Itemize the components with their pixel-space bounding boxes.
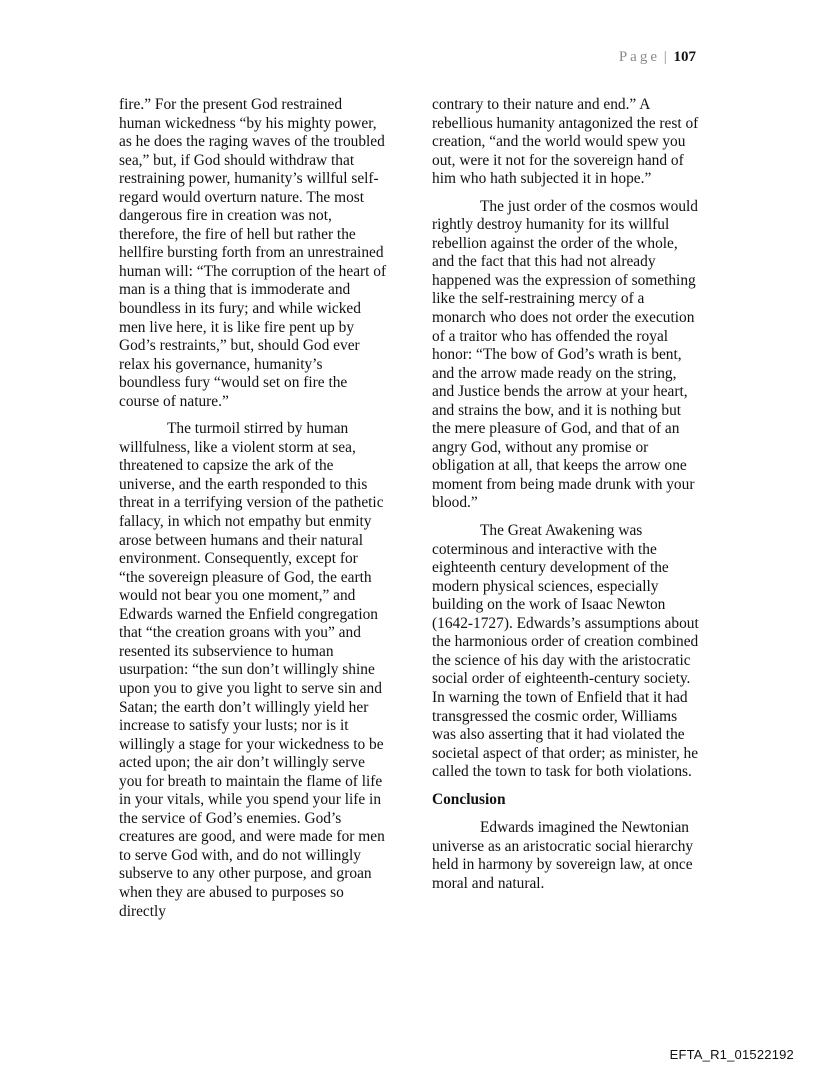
section-heading: Conclusion: [432, 790, 506, 808]
paragraph: The Great Awakening was coterminous and interactive with the eighteenth century development of the modern physical sciences, especially building on the work of Isaac Newton (1642-1727). Edwards’s assumptions about the harmonious order of creation combined the science of his day with the aristocratic social order of eighteenth-century society. In warning the town of Enfield that it had transgressed the cosmic order, Williams was also asserting that it had violated the societal aspect of that order; as minister, he called the town to task for both violations.: [432, 522, 699, 781]
paragraph: fire.” For the present God restrained human wickedness “by his mighty power, as he does the raging waves of the troubled sea,” but, if God should withdraw that restraining power, humanity’s willful self-regard would overturn nature. The most dangerous fire in creation was not, therefore, the fire of hell but rather the hellfire bursting forth from an unrestrained human will: “The corruption of the heart of man is a thing that is immoderate and boundless in its fury; and while wicked men live here, it is like fire pent up by God’s restraints,” but, should God ever relax his governance, humanity’s boundless fury “would set on fire the course of nature.”: [119, 96, 387, 410]
page-number: 107: [673, 49, 696, 65]
page-header: [619, 49, 696, 66]
page-separator: |: [663, 49, 667, 65]
paragraph: contrary to their nature and end.” A rebellious humanity antagonized the rest of creation, “and the world would spew you out, were it not for the sovereign hand of him who hath subjected it in hope.”: [432, 96, 699, 188]
document-id: EFTA_R1_01522192: [669, 1047, 794, 1062]
right-column: [432, 96, 700, 902]
left-column: [119, 96, 387, 930]
paragraph: The just order of the cosmos would rightly destroy humanity for its willful rebellion against the order of the whole, and the fact that this had not already happened was the expression of something like the self-restraining mercy of a monarch who does not order the execution of a traitor who has offended the royal honor: “The bow of God’s wrath is bent, and the arrow made ready on the string, and Justice bends the arrow at your heart, and strains the bow, and it is nothing but the mere pleasure of God, and that of an angry God, without any promise or obligation at all, that keeps the arrow one moment from being made drunk with your blood.”: [432, 197, 698, 512]
paragraph: The turmoil stirred by human willfulness, like a violent storm at sea, threatened to capsize the ark of the universe, and the earth responded to this threat in a terrifying version of the pathetic fallacy, in which not empathy but enmity arose between humans and their natural environment. Consequently, except for “the sovereign pleasure of God, the earth would not bear you one moment,” and Edwards warned the Enfield congregation that “the creation groans with you” and resented its subservience to human usurpation: “the sun don’t willingly shine upon you to give you light to serve sin and Satan; the earth don’t willingly yield her increase to satisfy your lusts; nor is it willingly a stage for your wickedness to be acted upon; the air don’t willingly serve you for breath to maintain the flame of life in your vitals, while you spend your life in the service of God’s enemies. God’s creatures are good, and were made for men to serve God with, and do not willingly subserve to any other purpose, and groan when they are abused to purposes so directly: [119, 420, 385, 920]
paragraph: Edwards imagined the Newtonian universe as an aristocratic social hierarchy held in harmony by sovereign law, at once moral and natural.: [432, 819, 694, 892]
page-label: Page: [618, 49, 660, 65]
